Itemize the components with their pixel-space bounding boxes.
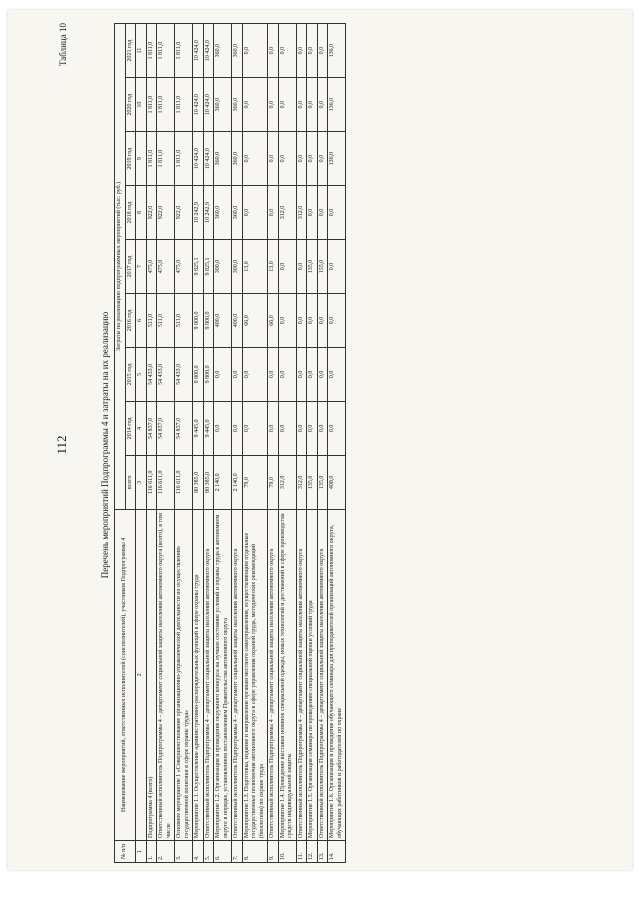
cell-year-value: 511,0: [157, 293, 175, 347]
column-number: 5: [136, 347, 147, 401]
row-name: Мероприятие 1.5. Организация семинара по проведению специальной оценки условий труда: [307, 509, 318, 840]
column-numbers-row: [136, 24, 147, 863]
row-number: 11.: [296, 840, 307, 862]
cell-year-value: 9 800,0: [193, 347, 204, 401]
table-row: [232, 24, 243, 863]
cell-year-value: 9 445,0: [193, 401, 204, 455]
row-name: Мероприятие 1.1. Осуществление административно-распорядительных функций в сфере охраны труда: [193, 509, 204, 840]
cell-year-value: 54 433,0: [157, 347, 175, 401]
cell-year-value: 0,0: [307, 78, 318, 132]
cell-year-value: 66,0: [242, 293, 268, 347]
cell-year-value: 0,0: [317, 401, 328, 455]
cell-year-value: 0,0: [307, 24, 318, 78]
table-row: [214, 24, 232, 863]
cell-year-value: 0,0: [268, 186, 279, 240]
cell-year-value: 0,0: [278, 132, 296, 186]
cell-year-value: 9 800,0: [203, 347, 214, 401]
table-row: [203, 24, 214, 863]
cell-year-value: 0,0: [317, 186, 328, 240]
table-row: [268, 24, 279, 863]
cell-year-value: 0,0: [242, 78, 268, 132]
cell-year-value: 922,0: [146, 186, 157, 240]
header-year: 2014 год: [125, 401, 136, 455]
cell-year-value: 10 242,9: [193, 186, 204, 240]
cell-year-value: 360,0: [214, 186, 232, 240]
cell-year-value: 9 825,1: [193, 240, 204, 294]
cell-year-value: 1 811,0: [146, 132, 157, 186]
table-row: [328, 24, 346, 863]
cell-year-value: 0,0: [214, 347, 232, 401]
cell-year-value: 9 800,0: [203, 293, 214, 347]
header-year: 2020 год: [125, 78, 136, 132]
header-total: всего: [125, 455, 136, 509]
table-row: [317, 24, 328, 863]
cell-year-value: 1 811,0: [146, 24, 157, 78]
column-number: 8: [136, 186, 147, 240]
column-number: 7: [136, 240, 147, 294]
page-number: 112: [54, 435, 69, 455]
cell-year-value: 54 837,0: [175, 401, 193, 455]
cell-year-value: 1 811,0: [175, 78, 193, 132]
row-name: Мероприятие 1.6. Организация и проведение обучающего семинара для преподавателей организаций автономного округа, обучающих работников и работодателей по охране: [328, 509, 346, 840]
cell-year-value: 10 424,0: [203, 78, 214, 132]
cell-year-value: 0,0: [328, 401, 346, 455]
cell-year-value: 0,0: [232, 347, 243, 401]
cell-year-value: 136,0: [328, 132, 346, 186]
column-number: 10: [136, 78, 147, 132]
cell-year-value: 300,0: [232, 240, 243, 294]
cell-year-value: 66,0: [268, 293, 279, 347]
cell-year-value: 13,0: [242, 240, 268, 294]
cell-year-value: 0,0: [296, 293, 307, 347]
cell-year-value: 400,0: [214, 293, 232, 347]
column-number: 9: [136, 132, 147, 186]
header-costs-group: Затраты на реализацию подпрограммных мероприятий (тыс. руб.): [115, 24, 126, 510]
cell-year-value: 0,0: [307, 186, 318, 240]
row-name: Мероприятие 1.4. Проведение выставки новинок специальной одежды, новых технологий и достижений в сфере производства средств индивидуальной защиты: [278, 509, 296, 840]
cell-year-value: 54 837,0: [157, 401, 175, 455]
cell-year-value: 0,0: [317, 24, 328, 78]
table-row: [307, 24, 318, 863]
cell-year-value: 9 825,1: [203, 240, 214, 294]
row-name: Ответственный исполнитель Подпрограммы 4 – департамент социальной защиты населения автономного округа: [268, 509, 279, 840]
header-year: 2018 год: [125, 186, 136, 240]
cell-year-value: 1 811,0: [157, 24, 175, 78]
cell-year-value: 0,0: [278, 401, 296, 455]
row-number: 3.: [175, 840, 193, 862]
cell-total: 2 140,0: [214, 455, 232, 509]
table-row: [242, 24, 268, 863]
header-year: 2015 год: [125, 347, 136, 401]
row-name: Ответственный исполнитель Подпрограммы 4 – департамент социальной защиты населения автономного округа: [296, 509, 307, 840]
cell-year-value: 155,0: [317, 240, 328, 294]
cell-year-value: 0,0: [328, 240, 346, 294]
cell-year-value: 0,0: [268, 347, 279, 401]
cell-total: 312,0: [296, 455, 307, 509]
cell-year-value: 0,0: [296, 132, 307, 186]
cell-year-value: 0,0: [232, 401, 243, 455]
cell-year-value: 136,0: [328, 24, 346, 78]
cell-year-value: 0,0: [278, 347, 296, 401]
column-number: 2: [136, 509, 147, 840]
cell-total: 135,0: [307, 455, 318, 509]
row-name: Ответственный исполнитель Подпрограммы 4 – департамент социальной защиты населения автономного округа: [203, 509, 214, 840]
cell-year-value: 511,0: [146, 293, 157, 347]
table-row: [146, 24, 157, 863]
column-number: 3: [136, 455, 147, 509]
row-number: 6.: [214, 840, 232, 862]
cell-total: 116 611,0: [157, 455, 175, 509]
cell-year-value: 10 424,0: [193, 24, 204, 78]
cell-year-value: 13,0: [268, 240, 279, 294]
row-number: 10.: [278, 840, 296, 862]
row-number: 8.: [242, 840, 268, 862]
table-row: [193, 24, 204, 863]
cell-total: 116 611,0: [175, 455, 193, 509]
cell-year-value: 0,0: [296, 78, 307, 132]
cell-total: 80 385,0: [193, 455, 204, 509]
cell-year-value: 54 433,0: [146, 347, 157, 401]
cell-year-value: 0,0: [268, 78, 279, 132]
cell-year-value: 1 811,0: [157, 132, 175, 186]
row-name: Мероприятие 1.2. Организация и проведение окружного конкурса на лучшее состояние условий и охраны труда в автономном округе в порядке, установленном постановлением Правительства автономного округа: [214, 509, 232, 840]
cell-year-value: 0,0: [296, 347, 307, 401]
row-name: Мероприятие 1.3. Подготовка, издание и направление органам местного самоуправления, осуществляющим отдельные государственные полномочия автономного округа в сфере управления охраной труда, методических рекомендаций (бюллетени) по охране труда: [242, 509, 268, 840]
row-number: 2.: [157, 840, 175, 862]
cell-year-value: 0,0: [296, 240, 307, 294]
cell-year-value: 9 800,0: [193, 293, 204, 347]
row-name: Ответственный исполнитель Подпрограммы 4 – департамент социальной защиты населения автономного округа: [317, 509, 328, 840]
cell-year-value: 9 445,0: [203, 401, 214, 455]
cell-year-value: 0,0: [328, 293, 346, 347]
cell-year-value: 1 811,0: [175, 132, 193, 186]
cell-year-value: 135,0: [307, 240, 318, 294]
cell-year-value: 0,0: [307, 401, 318, 455]
row-name: Основное мероприятие 1 «Совершенствование организационно-управленческой деятельности по осуществлению государственной политики в сфере охраны труда»: [175, 509, 193, 840]
cell-year-value: 0,0: [214, 401, 232, 455]
cell-year-value: 0,0: [317, 132, 328, 186]
cell-year-value: 0,0: [268, 132, 279, 186]
row-number: 1.: [146, 840, 157, 862]
cell-year-value: 300,0: [214, 240, 232, 294]
table-row: [296, 24, 307, 863]
cell-year-value: 475,0: [175, 240, 193, 294]
cell-total: 116 611,0: [146, 455, 157, 509]
column-number: 11: [136, 24, 147, 78]
document-title: Перечень мероприятий Подпрограммы 4 и затраты на их реализацию: [100, 311, 110, 579]
table-label: Таблица 10: [58, 23, 68, 66]
cell-total: 135,0: [317, 455, 328, 509]
cell-year-value: 0,0: [268, 401, 279, 455]
row-number: 14.: [328, 840, 346, 862]
cell-year-value: 10 424,0: [193, 78, 204, 132]
cell-year-value: 922,0: [157, 186, 175, 240]
row-number: 5.: [203, 840, 214, 862]
cell-year-value: 0,0: [278, 78, 296, 132]
cell-year-value: 0,0: [242, 186, 268, 240]
header-name: Наименование мероприятий, ответственных исполнителей (соисполнителей), участников Подпрограммы 4: [115, 509, 136, 840]
cell-year-value: 475,0: [146, 240, 157, 294]
row-number: 12.: [307, 840, 318, 862]
cell-year-value: 0,0: [296, 24, 307, 78]
table-row: [157, 24, 175, 863]
cell-year-value: 136,0: [328, 78, 346, 132]
cell-year-value: 360,0: [232, 186, 243, 240]
cell-year-value: 0,0: [328, 347, 346, 401]
header-year: 2019 год: [125, 132, 136, 186]
cell-year-value: 54 837,0: [146, 401, 157, 455]
row-number: 4.: [193, 840, 204, 862]
header-year: 2017 год: [125, 240, 136, 294]
cell-year-value: 0,0: [242, 132, 268, 186]
cell-year-value: 360,0: [214, 78, 232, 132]
cell-year-value: 0,0: [278, 24, 296, 78]
cell-year-value: 360,0: [214, 132, 232, 186]
cell-year-value: 0,0: [268, 24, 279, 78]
header-row-1: [115, 24, 126, 863]
table-row: [278, 24, 296, 863]
cell-year-value: 0,0: [307, 293, 318, 347]
cell-year-value: 0,0: [242, 24, 268, 78]
cell-year-value: 10 424,0: [203, 24, 214, 78]
column-number: 4: [136, 401, 147, 455]
cell-total: 312,0: [278, 455, 296, 509]
cell-total: 2 140,0: [232, 455, 243, 509]
column-number: 1: [136, 840, 147, 862]
costs-table: [114, 23, 346, 863]
cell-year-value: 360,0: [214, 24, 232, 78]
rotated-content: [54, 15, 614, 875]
row-number: 7.: [232, 840, 243, 862]
row-number: 9.: [268, 840, 279, 862]
cell-year-value: 54 433,0: [175, 347, 193, 401]
cell-year-value: 0,0: [328, 186, 346, 240]
cell-year-value: 10 242,9: [203, 186, 214, 240]
cell-year-value: 0,0: [307, 347, 318, 401]
table-row: [175, 24, 193, 863]
cell-year-value: 0,0: [296, 401, 307, 455]
header-year: 2021 год: [125, 24, 136, 78]
row-number: 13.: [317, 840, 328, 862]
cell-year-value: 10 424,0: [203, 132, 214, 186]
cell-total: 79,0: [268, 455, 279, 509]
cell-year-value: 0,0: [317, 347, 328, 401]
cell-year-value: 1 811,0: [157, 78, 175, 132]
cell-year-value: 0,0: [317, 78, 328, 132]
cell-year-value: 0,0: [317, 293, 328, 347]
cell-total: 79,0: [242, 455, 268, 509]
row-name: Подпрограмма 4 (всего): [146, 509, 157, 840]
cell-year-value: 1 811,0: [175, 24, 193, 78]
column-number: 6: [136, 293, 147, 347]
header-year: 2016 год: [125, 293, 136, 347]
cell-year-value: 360,0: [232, 24, 243, 78]
cell-total: 408,0: [328, 455, 346, 509]
cell-year-value: 0,0: [278, 293, 296, 347]
cell-year-value: 312,0: [278, 186, 296, 240]
cell-year-value: 360,0: [232, 78, 243, 132]
row-name: Ответственный исполнитель Подпрограммы 4 – департамент социальной защиты населения автономного округа: [232, 509, 243, 840]
cell-year-value: 0,0: [278, 240, 296, 294]
cell-year-value: 922,0: [175, 186, 193, 240]
cell-year-value: 0,0: [242, 401, 268, 455]
cell-year-value: 360,0: [232, 132, 243, 186]
cell-year-value: 0,0: [307, 132, 318, 186]
cell-year-value: 475,0: [157, 240, 175, 294]
cell-year-value: 0,0: [242, 347, 268, 401]
cell-year-value: 10 424,0: [193, 132, 204, 186]
cell-year-value: 511,0: [175, 293, 193, 347]
header-num: № п/п: [115, 840, 136, 862]
cell-year-value: 400,0: [232, 293, 243, 347]
row-name: Ответственный исполнитель Подпрограммы 4 – департамент социальной защиты населения автономного округа (всего), в том числе: [157, 509, 175, 840]
cell-year-value: 312,0: [296, 186, 307, 240]
cell-year-value: 1 811,0: [146, 78, 157, 132]
cell-total: 80 385,0: [203, 455, 214, 509]
